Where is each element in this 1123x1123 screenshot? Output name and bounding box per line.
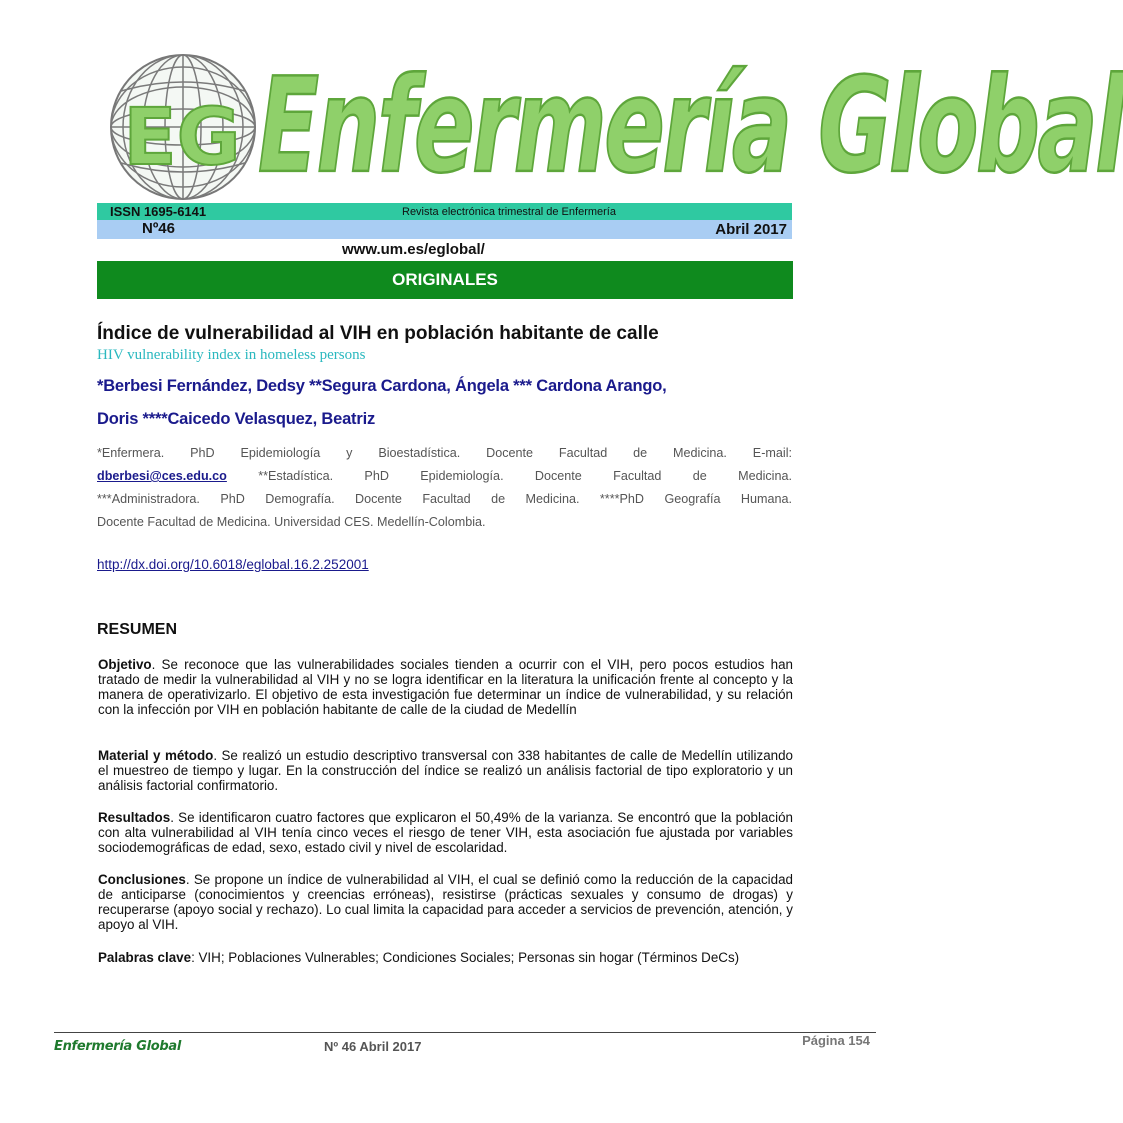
journal-tagline: Revista electrónica trimestral de Enfermería [402,206,616,218]
abstract-results [98,810,793,855]
objective-text: . Se reconoce que las vulnerabilidades sociales tienden a ocurrir con el VIH, pero pocos estudios han tratado de medir la vulnerabilidad al VIH y no se logra identificar en la literatura la unificación frente al concepto y la manera de operativizarlo. El objetivo de esta investigación fue determinar un índice de vulnerabilidad, y su relación con la infección por VIH en población habitante de calle de la ciudad de Medellín [98,657,793,717]
page-number: Página 154 [802,1033,870,1048]
footer-issue: Nº 46 Abril 2017 [324,1039,422,1054]
issue-bar [97,220,792,239]
article-title-english: HIV vulnerability index in homeless persons [97,347,366,363]
authors-line: *Berbesi Fernández, Dedsy **Segura Cardona, Ángela *** Cardona Arango, [97,377,667,395]
article-title-spanish: Índice de vulnerabilidad al VIH en población habitante de calle [97,323,659,344]
conclusions-label: Conclusiones [98,872,186,887]
results-text: . Se identificaron cuatro factores que explicaron el 50,49% de la varianza. Se encontró que la población con alta vulnerabilidad al VIH tenía cinco veces el riesgo de tener VIH, esta asociación fue ajustada por variables sociodemográficas de edad, sexo, estado civil y nivel de escolaridad. [98,810,793,855]
section-banner: ORIGINALES [97,261,793,299]
keywords-text: : VIH; Poblaciones Vulnerables; Condiciones Sociales; Personas sin hogar (Términos DeCs) [191,950,740,965]
affiliation-line: Docente Facultad de Medicina. Universidad CES. Medellín-Colombia. [97,515,486,529]
abstract-conclusions [98,872,793,932]
methods-text: . Se realizó un estudio descriptivo transversal con 338 habitantes de calle de Medellín utilizando el muestreo de tiempo y lugar. En la construcción del índice se realizó un análisis factorial de tipo exploratorio y un análisis factorial confirmatorio. [98,748,793,793]
conclusions-text: . Se propone un índice de vulnerabilidad al VIH, el cual se definió como la reducción de la capacidad de anticiparse (conocimientos y creencias erróneas), resistirse (prácticas sexuales y consumo de drogas) y recuperarse (apoyo social y rechazo). Lo cual limita la capacidad para acceder a servicios de prevención, atención, y apoyo al VIH. [98,872,793,932]
email-link[interactable]: dberbesi@ces.edu.co [97,469,227,483]
affiliation-text: **Estadística. PhD Epidemiología. Docente Facultad de Medicina. [226,469,792,483]
methods-label: Material y método [98,748,214,763]
abstract-objective [98,657,793,717]
authors-line: Doris ****Caicedo Velasquez, Beatriz [97,410,375,428]
results-label: Resultados [98,810,171,825]
abstract-methods [98,748,793,793]
issue-number: Nº46 [142,220,175,237]
keywords-label: Palabras clave [98,950,192,965]
website-link[interactable]: www.um.es/eglobal/ [342,241,485,258]
issue-date: Abril 2017 [715,221,787,238]
globe-logo-icon [108,52,258,207]
affiliation-line: *Enfermera. PhD Epidemiología y Bioestadística. Docente Facultad de Medicina. E-mail: [97,446,792,460]
footer-divider [54,1032,876,1033]
journal-logo-title: Enfermería Global [258,48,1123,203]
abstract-heading: RESUMEN [97,621,178,638]
keywords [98,950,793,965]
logo-initials: EG [123,93,241,183]
objective-label: Objetivo [98,657,152,672]
doi-link[interactable]: http://dx.doi.org/10.6018/eglobal.16.2.252001 [97,557,369,572]
issn: ISSN 1695-6141 [110,204,207,219]
footer-journal-name: Enfermería Global [54,1039,182,1054]
affiliation-line: ***Administradora. PhD Demografía. Docente Facultad de Medicina. ****PhD Geografía Humana. [97,492,792,506]
affiliation-line [97,469,792,483]
